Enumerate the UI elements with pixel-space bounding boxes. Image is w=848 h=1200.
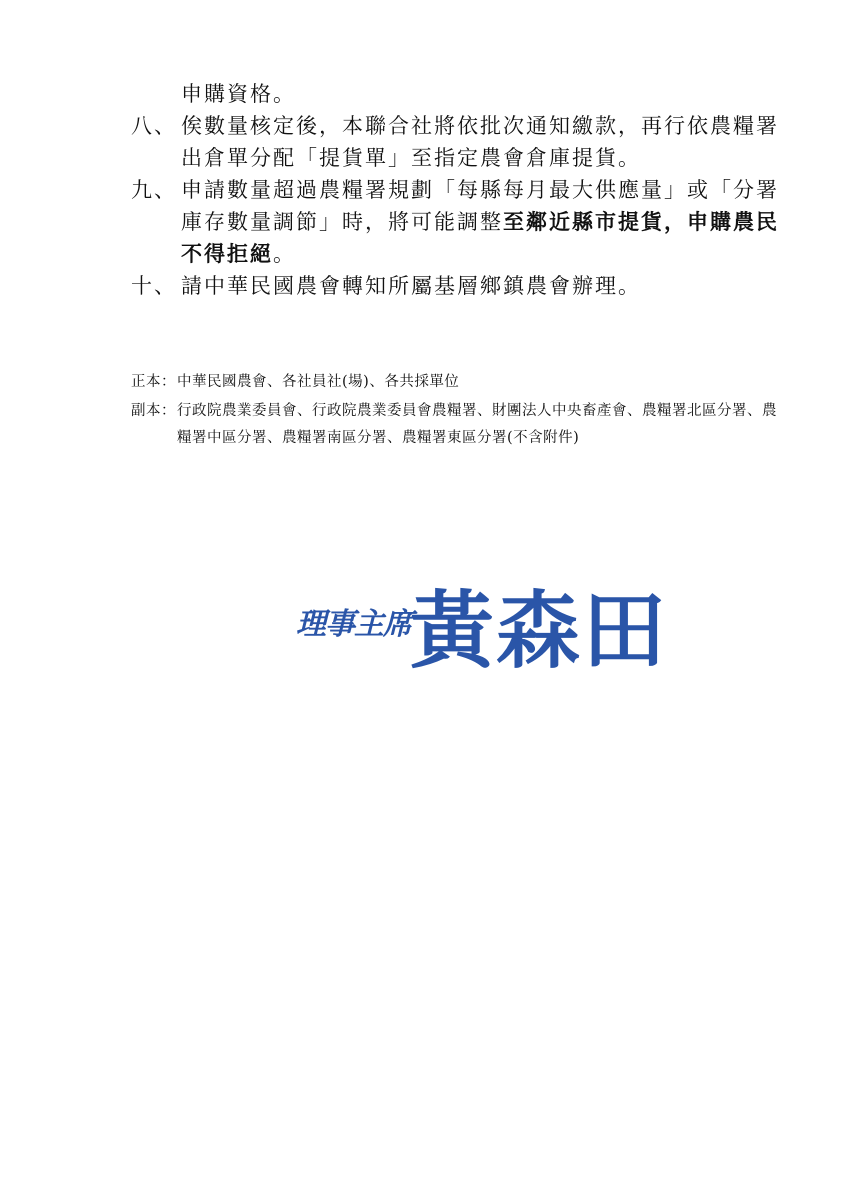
copy-text: 行政院農業委員會、行政院農業委員會農糧署、財團法人中央畜產會、農糧署北區分署、農糧署中區分署、農糧署南區分署、農糧署東區分署(不含附件): [177, 403, 777, 446]
list-item: [131, 110, 791, 174]
distribution-block: [131, 369, 791, 454]
item-text: [181, 174, 791, 270]
original-recipients: [131, 369, 791, 396]
signature-image: [292, 572, 682, 672]
item-number: 十、: [131, 274, 177, 298]
item-text-plain: 申請數量超過農糧署規劃「每縣每月最大供應量」或「分署庫存數量調節」時，將可能調整: [181, 178, 779, 234]
item-text: 申購資格。: [181, 82, 296, 106]
item-text-emphasis: 至鄰近縣市提貨，申購農民不得拒絕: [181, 209, 779, 266]
item-text-end: 。: [273, 242, 296, 266]
item-number: 九、: [131, 178, 177, 202]
signature-stamp: [292, 572, 682, 672]
item-text: 俟數量核定後，本聯合社將依批次通知繳款，再行依農糧署出倉單分配「提貨單」至指定農會倉庫提貨。: [181, 114, 779, 170]
item-number: 八、: [131, 114, 177, 138]
list-item: [131, 78, 791, 110]
copy-label: 副本：: [131, 403, 176, 419]
original-label: 正本：: [131, 374, 176, 390]
list-item: [131, 174, 791, 270]
item-text: 請中華民國農會轉知所屬基層鄉鎮農會辦理。: [181, 274, 641, 298]
original-text: 中華民國農會、各社員社(場)、各共採單位: [177, 374, 460, 390]
copy-recipients: [131, 398, 791, 452]
svg-text:黃森田: 黃森田: [410, 581, 669, 672]
svg-text:理事主席: 理事主席: [296, 607, 412, 642]
instruction-list: [131, 78, 791, 302]
list-item: [131, 270, 791, 302]
